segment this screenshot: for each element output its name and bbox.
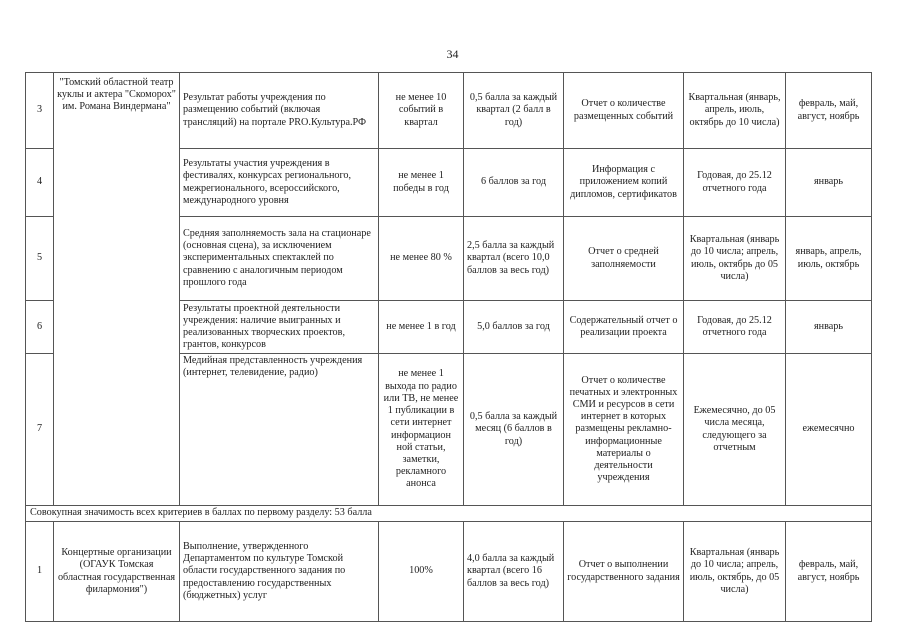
points-cell: 6 баллов за год	[464, 149, 564, 217]
frequency-cell: Квартальная (январь до 10 числа; апрель, июль, октябрь, до 05 числа)	[684, 522, 786, 622]
months-cell: январь	[786, 301, 872, 354]
points-cell: 5,0 баллов за год	[464, 301, 564, 354]
row-number: 6	[26, 301, 54, 354]
row-number: 4	[26, 149, 54, 217]
points-cell: 0,5 балла за каждый месяц (6 баллов в год)	[464, 354, 564, 506]
table-row	[26, 73, 872, 149]
report-cell: Отчет о количестве печатных и электронных СМИ и ресурсов в сети интернет в которых размещены рекламно-информационные материалы о деятельности учреждения	[564, 354, 684, 506]
criterion-cell: Выполнение, утвержденного Департаментом по культуре Томской области государственного задания по предоставлению государственных (бюджетных) услуг	[180, 522, 379, 622]
row-number: 1	[26, 522, 54, 622]
target-cell: не менее 1 победы в год	[379, 149, 464, 217]
criterion-cell: Результаты участия учреждения в фестивалях, конкурсах регионального, межрегионального, всероссийского, международного уровня	[180, 149, 379, 217]
points-cell: 0,5 балла за каждый квартал (2 балл в год)	[464, 73, 564, 149]
target-cell: 100%	[379, 522, 464, 622]
frequency-cell: Годовая, до 25.12 отчетного года	[684, 301, 786, 354]
report-cell: Отчет о выполнении государственного задания	[564, 522, 684, 622]
row-number: 7	[26, 354, 54, 506]
frequency-cell: Ежемесячно, до 05 числа месяца, следующего за отчетным	[684, 354, 786, 506]
months-cell: февраль, май, август, ноябрь	[786, 73, 872, 149]
criterion-cell: Результат работы учреждения по размещению событий (включая трансляций) на портале PRO.Культура.РФ	[180, 73, 379, 149]
frequency-cell: Годовая, до 25.12 отчетного года	[684, 149, 786, 217]
criterion-cell: Результаты проектной деятельности учреждения: наличие выигранных и реализованных творческих проектов, грантов, конкурсов	[180, 301, 379, 354]
organization-cell: "Томский областной театр куклы и актера "Скоморох" им. Романа Виндермана"	[54, 73, 180, 506]
target-cell: не менее 1 выхода по радио или ТВ, не менее 1 публикации в сети интернет информацион ной статьи, заметки, рекламного анонса	[379, 354, 464, 506]
report-cell: Отчет о средней заполняемости	[564, 217, 684, 301]
organization-cell: Концертные организации (ОГАУК Томская областная государственная филармония")	[54, 522, 180, 622]
page-number: 34	[446, 47, 459, 61]
months-cell: февраль, май, август, ноябрь	[786, 522, 872, 622]
target-cell: не менее 80 %	[379, 217, 464, 301]
report-cell: Содержательный отчет о реализации проекта	[564, 301, 684, 354]
report-cell: Информация с приложением копий дипломов, сертификатов	[564, 149, 684, 217]
points-cell: 2,5 балла за каждый квартал (всего 10,0 баллов за весь год)	[464, 217, 564, 301]
target-cell: не менее 1 в год	[379, 301, 464, 354]
months-cell: январь	[786, 149, 872, 217]
criterion-cell: Медийная представленность учреждения (интернет, телевидение, радио)	[180, 354, 379, 506]
table-row	[26, 522, 872, 622]
criteria-table	[25, 72, 872, 622]
report-cell: Отчет о количестве размещенных событий	[564, 73, 684, 149]
summary-row	[26, 506, 872, 522]
row-number: 3	[26, 73, 54, 149]
points-cell: 4,0 балла за каждый квартал (всего 16 баллов за весь год)	[464, 522, 564, 622]
row-number: 5	[26, 217, 54, 301]
criterion-cell: Средняя заполняемость зала на стационаре (основная сцена), за исключением экспериментальных спектаклей по сравнению с аналогичным периодом прошлого года	[180, 217, 379, 301]
target-cell: не менее 10 событий в квартал	[379, 73, 464, 149]
frequency-cell: Квартальная (январь до 10 числа; апрель, июль, октябрь до 05 числа)	[684, 217, 786, 301]
months-cell: ежемесячно	[786, 354, 872, 506]
summary-cell: Совокупная значимость всех критериев в баллах по первому разделу: 53 балла	[26, 506, 872, 522]
months-cell: январь, апрель, июль, октябрь	[786, 217, 872, 301]
frequency-cell: Квартальная (январь, апрель, июль, октябрь до 10 числа)	[684, 73, 786, 149]
